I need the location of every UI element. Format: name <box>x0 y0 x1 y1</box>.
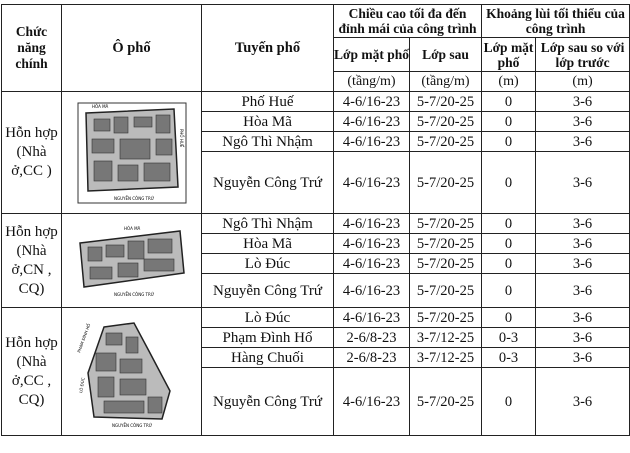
header-max-height: Chiều cao tối đa đến đỉnh mái của công trình <box>334 5 482 38</box>
setback-front-cell: 0 <box>482 274 536 308</box>
height-front-cell: 4-6/16-23 <box>334 214 410 234</box>
height-front-cell: 4-6/16-23 <box>334 234 410 254</box>
block-map-3-image <box>74 313 190 431</box>
header-front-layer-setback: Lớp mặt phố <box>482 38 536 72</box>
setback-back-cell: 3-6 <box>536 132 630 152</box>
unit-front: (tầng/m) <box>334 72 410 92</box>
height-back-cell: 5-7/20-25 <box>410 254 482 274</box>
street-cell: Phố Huế <box>202 92 334 112</box>
height-back-cell: 5-7/20-25 <box>410 132 482 152</box>
setback-front-cell: 0 <box>482 214 536 234</box>
setback-back-cell: 3-6 <box>536 308 630 328</box>
regulation-table <box>1 4 630 436</box>
setback-back-cell: 3-6 <box>536 328 630 348</box>
height-back-cell: 3-7/12-25 <box>410 348 482 368</box>
block-map-3 <box>62 308 202 436</box>
function-cell: Hỗn hợp (Nhà ở,CN , CQ) <box>2 214 62 308</box>
height-back-cell: 5-7/20-25 <box>410 308 482 328</box>
setback-back-cell: 3-6 <box>536 368 630 436</box>
setback-front-cell: 0-3 <box>482 348 536 368</box>
table-row <box>2 308 630 328</box>
height-back-cell: 3-7/12-25 <box>410 328 482 348</box>
unit-setback-front: (m) <box>482 72 536 92</box>
setback-back-cell: 3-6 <box>536 234 630 254</box>
height-front-cell: 4-6/16-23 <box>334 152 410 214</box>
street-cell: Phạm Đình Hổ <box>202 328 334 348</box>
map3-label-pham-dinh-ho: PHẠM ĐÌNH HỔ <box>75 322 91 353</box>
height-front-cell: 4-6/16-23 <box>334 132 410 152</box>
table-row <box>2 92 630 112</box>
table-row <box>2 214 630 234</box>
unit-back: (tầng/m) <box>410 72 482 92</box>
height-back-cell: 5-7/20-25 <box>410 112 482 132</box>
block-map-1 <box>62 92 202 214</box>
map2-label-hoa-ma: HÒA MÃ <box>123 225 140 231</box>
setback-back-cell: 3-6 <box>536 214 630 234</box>
map1-label-nct: NGUYỄN CÔNG TRỨ <box>113 195 154 201</box>
height-front-cell: 4-6/16-23 <box>334 368 410 436</box>
setback-front-cell: 0 <box>482 112 536 132</box>
setback-front-cell: 0-3 <box>482 328 536 348</box>
street-cell: Ngô Thì Nhậm <box>202 132 334 152</box>
function-cell: Hỗn hợp (Nhà ở,CC , CQ) <box>2 308 62 436</box>
setback-front-cell: 0 <box>482 234 536 254</box>
map3-label-nct: NGUYỄN CÔNG TRỨ <box>111 422 152 428</box>
block-map-2 <box>62 214 202 308</box>
setback-front-cell: 0 <box>482 92 536 112</box>
header-street: Tuyến phố <box>202 5 334 92</box>
setback-back-cell: 3-6 <box>536 348 630 368</box>
block-map-2-image <box>74 221 190 301</box>
header-function: Chức năng chính <box>2 5 62 92</box>
header-min-setback: Khoảng lùi tối thiểu của công trình <box>482 5 630 38</box>
setback-back-cell: 3-6 <box>536 152 630 214</box>
map3-label-lo-duc: LÒ ĐÚC <box>77 376 86 393</box>
height-front-cell: 4-6/16-23 <box>334 274 410 308</box>
setback-front-cell: 0 <box>482 308 536 328</box>
height-front-cell: 4-6/16-23 <box>334 308 410 328</box>
height-front-cell: 2-6/8-23 <box>334 348 410 368</box>
header-back-layer-setback: Lớp sau so với lớp trước <box>536 38 630 72</box>
setback-front-cell: 0 <box>482 152 536 214</box>
height-front-cell: 4-6/16-23 <box>334 254 410 274</box>
street-cell: Nguyễn Công Trứ <box>202 368 334 436</box>
height-back-cell: 5-7/20-25 <box>410 214 482 234</box>
height-front-cell: 2-6/8-23 <box>334 328 410 348</box>
header-front-layer: Lớp mặt phố <box>334 38 410 72</box>
height-back-cell: 5-7/20-25 <box>410 274 482 308</box>
header-back-layer: Lớp sau <box>410 38 482 72</box>
street-cell: Hàng Chuối <box>202 348 334 368</box>
height-back-cell: 5-7/20-25 <box>410 152 482 214</box>
street-cell: Hòa Mã <box>202 112 334 132</box>
function-cell: Hỗn hợp (Nhà ở,CC ) <box>2 92 62 214</box>
height-front-cell: 4-6/16-23 <box>334 112 410 132</box>
street-cell: Lò Đúc <box>202 254 334 274</box>
map1-label-hoa-ma: HÒA MÃ <box>91 103 108 109</box>
street-cell: Hòa Mã <box>202 234 334 254</box>
setback-front-cell: 0 <box>482 254 536 274</box>
height-front-cell: 4-6/16-23 <box>334 92 410 112</box>
street-cell: Nguyễn Công Trứ <box>202 274 334 308</box>
street-cell: Nguyễn Công Trứ <box>202 152 334 214</box>
header-block: Ô phố <box>62 5 202 92</box>
setback-back-cell: 3-6 <box>536 254 630 274</box>
height-back-cell: 5-7/20-25 <box>410 368 482 436</box>
map2-label-nct: NGUYỄN CÔNG TRỨ <box>113 291 154 297</box>
street-cell: Ngô Thì Nhậm <box>202 214 334 234</box>
setback-back-cell: 3-6 <box>536 92 630 112</box>
setback-front-cell: 0 <box>482 368 536 436</box>
setback-back-cell: 3-6 <box>536 112 630 132</box>
setback-back-cell: 3-6 <box>536 274 630 308</box>
street-cell: Lò Đúc <box>202 308 334 328</box>
height-back-cell: 5-7/20-25 <box>410 92 482 112</box>
setback-front-cell: 0 <box>482 132 536 152</box>
map1-label-pho-hue: PHỐ HUẾ <box>178 128 184 147</box>
block-map-1-image <box>74 99 190 207</box>
unit-setback-back: (m) <box>536 72 630 92</box>
height-back-cell: 5-7/20-25 <box>410 234 482 254</box>
